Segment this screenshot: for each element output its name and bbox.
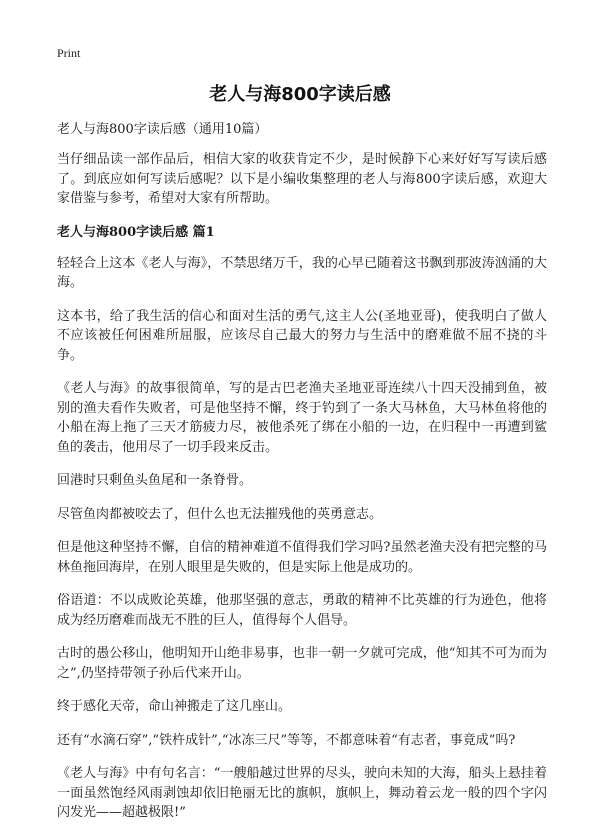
body-paragraph: 尽管鱼肉都被咬去了，但什么也无法摧残他的英勇意志。 [57, 506, 383, 522]
document-subtitle: 老人与海800字读后感（通用10篇） [57, 122, 268, 137]
body-paragraph: 古时的愚公移山，他明知开山绝非易事，也非一朝一夕就可完成，他“知其不可为而为之”,仍坚持带领子孙后代来开山。 [57, 646, 547, 681]
body-paragraph: 《老人与海》的故事很简单，写的是古巴老渔夫圣地亚哥连续八十四天没捕到鱼，被别的渔夫看作失败者，可是他坚持不懈，终于钓到了一条大马林鱼，大马林鱼将他的小船在海上拖了三天才筋疲力尽，被他杀死了绑在小船的一边，在归程中一再遭到鲨鱼的袭击，他用尽了一切手段来反击。 [57, 381, 547, 455]
intro-paragraph: 当仔细品读一部作品后，相信大家的收获肯定不少，是时候静下心来好好写写读后感了。到底应如何写读后感呢？以下是小编收集整理的老人与海800字读后感，欢迎大家借鉴与参考，希望对大家有所帮助。 [57, 152, 547, 206]
body-paragraph: 终于感化天帝，命山神搬走了这几座山。 [57, 699, 292, 714]
body-paragraph: 回港时只剩鱼头鱼尾和一条脊骨。 [57, 473, 253, 488]
document-body [57, 150, 547, 837]
body-paragraph: 这本书，给了我生活的信心和面对生活的勇气,这主人公(圣地亚哥)，使我明白了做人不应该被任何困难所屈服，应该尽自己最大的努力与生活中的磨难做不屈不挠的斗争。 [57, 308, 547, 363]
body-paragraph: 但是他这种坚持不懈，自信的精神难道不值得我们学习吗?虽然老渔夫没有把完整的马林鱼拖回海岸，在别人眼里是失败的，但是实际上他是成功的。 [57, 540, 547, 575]
body-paragraph: 俗语道：不以成败论英雄，他那坚强的意志，勇敢的精神不比英雄的行为逊色，他将成为经历磨难而战无不胜的巨人，值得每个人倡导。 [57, 593, 547, 628]
page-title: 老人与海800字读后感 [209, 84, 391, 105]
body-paragraph: 轻轻合上这本《老人与海》，不禁思绪万千，我的心早已随着这书飘到那波涛汹涌的大海。 [57, 255, 547, 290]
print-link[interactable]: Print [57, 46, 81, 60]
body-paragraph: 《老人与海》中有句名言：“一艘船越过世界的尽头，驶向未知的大海，船头上悬挂着一面虽然饱经风雨剥蚀却依旧艳丽无比的旗帜，旗帜上，舞动着云龙一般的四个字闪闪发光——超越极限!” [57, 766, 547, 820]
section-heading: 老人与海800字读后感 篇1 [57, 224, 215, 240]
body-paragraph: 还有“水滴石穿”,“铁杵成针”,“冰冻三尺”等等，不都意味着“有志者，事竟成”吗? [57, 732, 516, 748]
